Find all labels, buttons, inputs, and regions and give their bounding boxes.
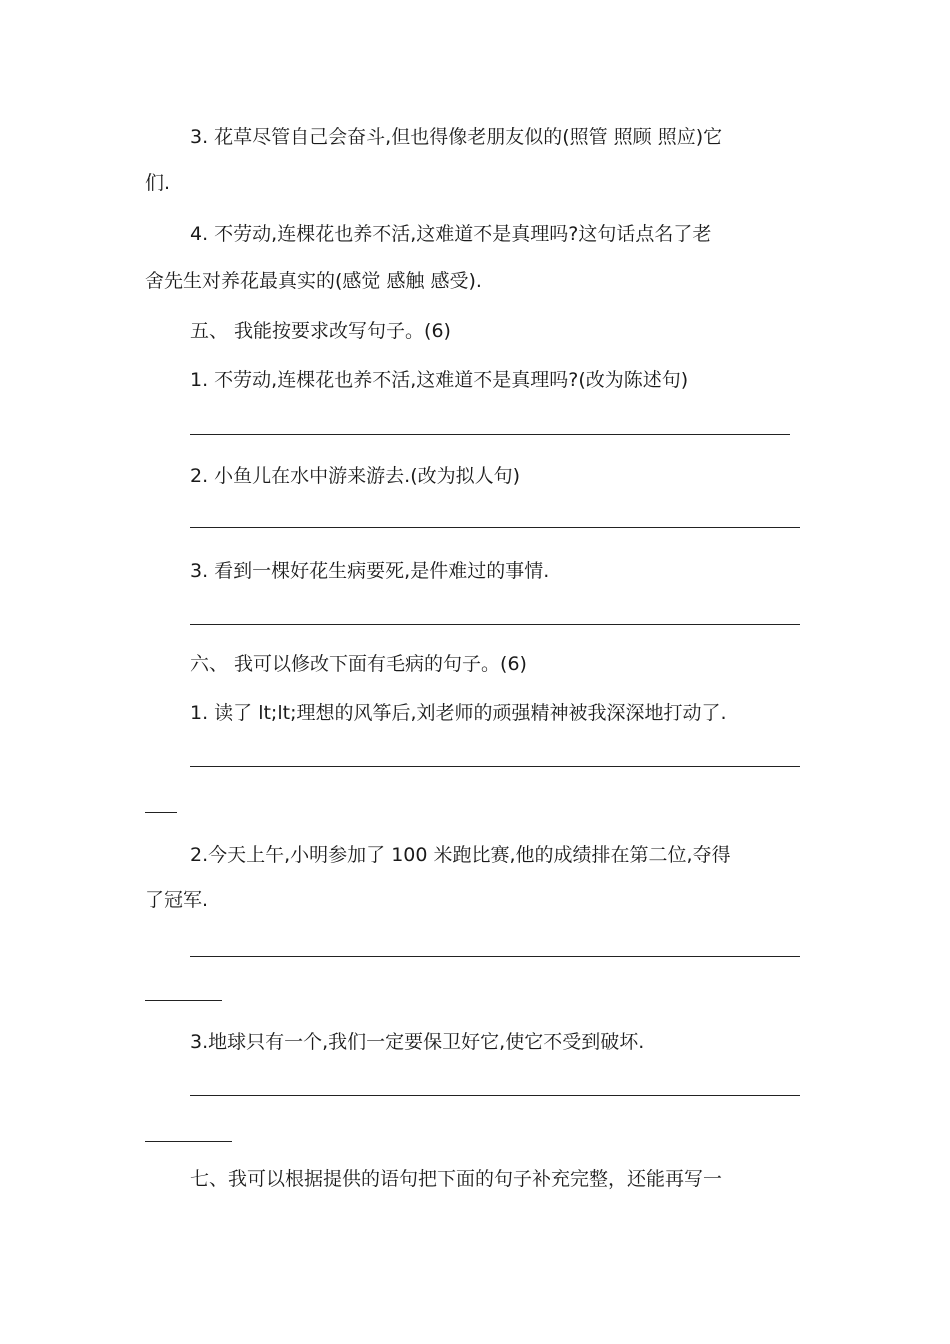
question-4-3-line-1: 3. 花草尽管自己会奋斗,但也得像老朋友似的(照管 照顾 照应)它 <box>190 126 723 148</box>
answer-blank-5-2[interactable] <box>190 527 800 528</box>
section-6-heading: 六、 我可以修改下面有毛病的句子。(6) <box>190 653 527 675</box>
answer-blank-6-3[interactable] <box>190 1095 800 1096</box>
question-4-3-line-2: 们. <box>145 172 171 194</box>
question-6-3: 3.地球只有一个,我们一定要保卫好它,使它不受到破坏. <box>190 1031 645 1053</box>
section-5-heading: 五、 我能按要求改写句子。(6) <box>190 320 451 342</box>
question-6-2-line-1: 2.今天上午,小明参加了 100 米跑比赛,他的成绩排在第二位,夺得 <box>190 844 731 866</box>
answer-blank-6-3-continued[interactable] <box>145 1141 232 1142</box>
question-5-3: 3. 看到一棵好花生病要死,是件难过的事情. <box>190 560 550 582</box>
question-6-1: 1. 读了 lt;lt;理想的风筝后,刘老师的顽强精神被我深深地打动了. <box>190 702 727 724</box>
answer-blank-6-1-continued[interactable] <box>145 812 177 813</box>
answer-blank-5-3[interactable] <box>190 624 800 625</box>
answer-blank-5-1[interactable] <box>190 434 790 435</box>
question-5-1: 1. 不劳动,连棵花也养不活,这难道不是真理吗?(改为陈述句) <box>190 369 689 391</box>
question-4-4-line-1: 4. 不劳动,连棵花也养不活,这难道不是真理吗?这句话点名了老 <box>190 223 712 245</box>
question-6-2-line-2: 了冠军. <box>145 889 209 911</box>
answer-blank-6-2[interactable] <box>190 956 800 957</box>
question-5-2: 2. 小鱼儿在水中游来游去.(改为拟人句) <box>190 465 521 487</box>
answer-blank-6-2-continued[interactable] <box>145 1000 222 1001</box>
answer-blank-6-1[interactable] <box>190 766 800 767</box>
question-4-4-line-2: 舍先生对养花最真实的(感觉 感触 感受). <box>145 270 482 292</box>
section-7-heading: 七、我可以根据提供的语句把下面的句子补充完整，还能再写一 <box>190 1168 723 1190</box>
